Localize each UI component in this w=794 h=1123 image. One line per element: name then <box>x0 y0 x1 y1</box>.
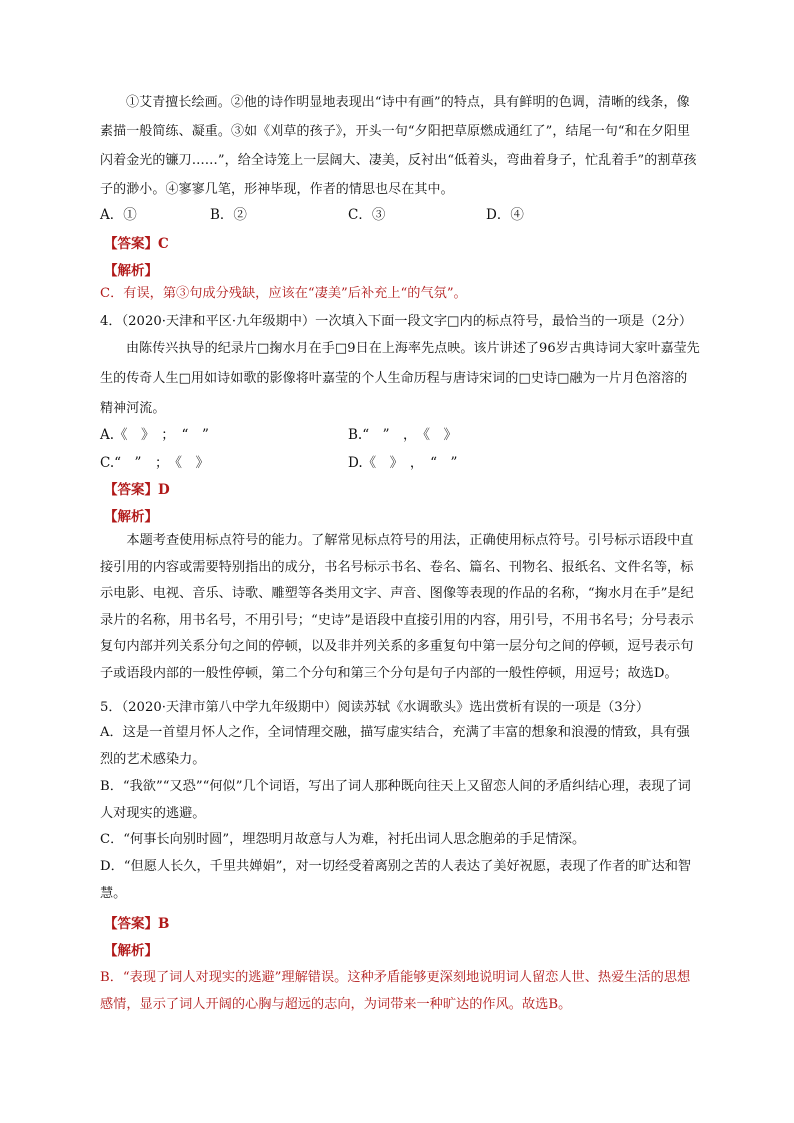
q5-answer <box>104 912 169 932</box>
q4-passage: 由陈传兴执导的纪录片□掬水月在手□9日在上海率先点映。该片讲述了96岁古典诗词大家叶嘉莹先生的传奇人生□用如诗如歌的影像将叶嘉莹的个人生命历程与唐诗宋词的□史诗□融为一片月色溶溶的精神河流。 <box>100 341 700 416</box>
q4-option-a: A.《 》 ； “ ” <box>100 427 209 443</box>
q4-analysis-label: 【解析】 <box>104 509 158 525</box>
q3-option-b: B．② <box>210 207 247 223</box>
q4-answer <box>104 478 170 498</box>
q3-analysis: C．有误，第③句成分残缺，应该在“凄美”后补充上“的气氛”。 <box>100 286 467 301</box>
q4-option-d: D.《 》 ， “ ” <box>348 455 458 471</box>
q3-option-d: D．④ <box>486 207 524 223</box>
answer-label: 【答案】 <box>104 236 158 252</box>
q3-option-c: C．③ <box>348 207 386 223</box>
answer-value: B <box>158 916 170 932</box>
q3-analysis-label: 【解析】 <box>104 263 158 279</box>
q3-passage: ①艾青擅长绘画。②他的诗作明显地表现出“诗中有画”的特点，具有鲜明的色调，清晰的线条，像素描一般简练、凝重。③如《刈草的孩子》，开头一句“夕阳把草原燃成通红了”，结尾一句“和在夕阳里闪着金光的镰刀……”，给全诗笼上一层阔大、凄美，反衬出“低着头，弯曲着身子，忙乱着手”的割草孩子的渺小。④寥寥几笔，形神毕现，作者的情思也尽在其中。 <box>100 95 697 197</box>
q4-option-c: C.“ ” ； 《 》 <box>100 455 209 471</box>
q5-analysis-label: 【解析】 <box>104 943 158 959</box>
answer-label: 【答案】 <box>104 916 158 932</box>
q4-analysis: 本题考查使用标点符号的能力。了解常见标点符号的用法，正确使用标点符号。引号标示语段中直接引用的内容或需要特别指出的成分，书名号标示书名、卷名、篇名、刊物名、报纸名、文件名等，标示电影、电视、音乐、诗歌、雕塑等各类用文字、声音、图像等表现的作品的名称，“掬水月在手”是纪录片的名称，用书名号，不用引号；“史诗”是语段中直接引用的内容，用引号，不用书名号；分号表示复句内部并列关系分句之间的停顿，以及非并列关系的多重复句中第一层分句之间的停顿，逗号表示句子或语段内部的一般性停顿，第二个分句和第三个分句是句子内部的一般性停顿，用逗号；故选D。 <box>100 533 694 681</box>
q5-option-b: B．“我欲”“又恐”“何似”几个词语，写出了词人那种既向往天上又留恋人间的矛盾纠结心理，表现了词人对现实的逃避。 <box>100 779 691 821</box>
q3-option-a: A．① <box>100 207 137 223</box>
q4-stem: 4．（2020·天津和平区·九年级期中）一次填入下面一段文字□内的标点符号，最恰当的一项是（2分） <box>100 314 693 329</box>
answer-label: 【答案】 <box>104 482 158 498</box>
q5-option-a: A．这是一首望月怀人之作，全词情理交融，描写虚实结合，充满了丰富的想象和浪漫的情致，具有强烈的艺术感染力。 <box>100 725 690 767</box>
q4-option-b: B.“ ” ， 《 》 <box>348 427 458 443</box>
answer-value: D <box>158 482 170 498</box>
q3-answer <box>104 232 169 252</box>
answer-value: C <box>158 236 169 252</box>
q5-stem: 5．（2020·天津市第八中学九年级期中）阅读苏轼《水调歌头》选出赏析有误的一项是（3分） <box>100 700 650 715</box>
q5-option-c: C．“何事长向别时圆”，埋怨明月故意与人为难，衬托出词人思念胞弟的手足情深。 <box>100 832 586 847</box>
q5-option-d: D．“但愿人长久，千里共婵娟”，对一切经受着离别之苦的人表达了美好祝愿，表现了作者的旷达和智慧。 <box>100 859 692 901</box>
q5-analysis: B．“表现了词人对现实的逃避”理解错误。这种矛盾能够更深刻地说明词人留恋人世、热爱生活的思想感情，显示了词人开阔的心胸与超远的志向，为词带来一种旷达的作风。故选B。 <box>100 970 691 1012</box>
